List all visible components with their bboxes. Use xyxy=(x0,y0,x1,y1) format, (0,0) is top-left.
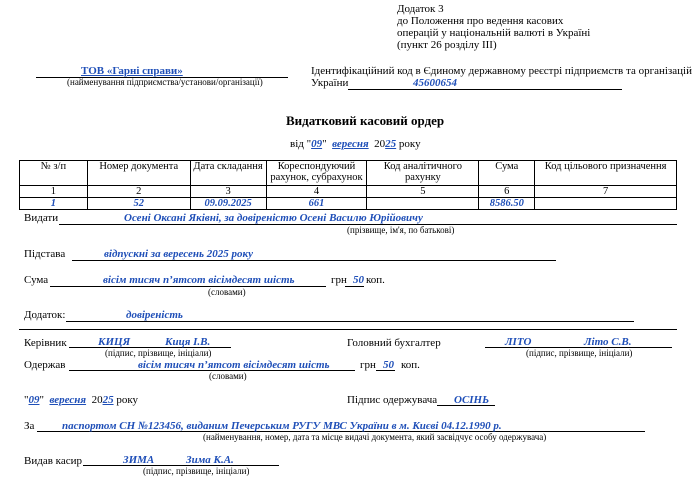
table-number-cell: 4 xyxy=(266,186,367,198)
sum-uah: грн xyxy=(331,274,347,286)
table-cell-purpose xyxy=(535,198,677,210)
org-name: ТОВ «Гарні справи» xyxy=(81,65,183,77)
receipt-year-word: року xyxy=(116,394,139,406)
table-header-cell: Код цільового призначення xyxy=(535,161,677,186)
chief-accountant-label: Головний бухгалтер xyxy=(347,337,441,349)
attachment-line xyxy=(66,321,634,322)
doc-title: Видатковий касовий ордер xyxy=(286,113,445,128)
annex-line-2: операцій у національній валюті в Україні xyxy=(397,27,591,39)
table-header-cell: Кореспондуючий рахунок, субрахунок xyxy=(266,161,367,186)
table-cell-analytic xyxy=(367,198,479,210)
table-number-cell: 2 xyxy=(87,186,190,198)
sum-words: вісім тисяч п’ятсот вісімдесят шість xyxy=(103,274,295,286)
recipient-sign-label: Підпис одержувача xyxy=(347,394,438,406)
doc-month: вересня xyxy=(332,138,369,150)
receipt-year-prefix: 20 xyxy=(91,394,103,406)
table-header-row xyxy=(20,161,677,186)
attachment-value: довіреність xyxy=(126,309,183,321)
table-cell-index: 1 xyxy=(20,198,88,210)
received-kop-value: 50 xyxy=(383,359,394,371)
attachment-label: Додаток: xyxy=(24,309,66,321)
passport-value: паспортом СН №123456, виданим Печерським РУГУ МВС України в м. Києві 04.12.1990 р. xyxy=(62,420,502,432)
table-header-cell: Сума xyxy=(479,161,535,186)
table-cell-amount: 8586.50 xyxy=(479,198,535,210)
doc-year-word: року xyxy=(398,138,421,150)
receipt-quote-close: " xyxy=(39,394,44,406)
table-number-cell: 3 xyxy=(190,186,266,198)
edrpou-line xyxy=(348,89,622,90)
edrpou-label-1: Ідентифікаційний код в Єдиному державному реєстрі підприємств та організацій xyxy=(311,65,692,77)
sum-label: Сума xyxy=(24,274,49,286)
head-label: Керівник xyxy=(24,337,67,349)
table-number-cell: 6 xyxy=(479,186,535,198)
sum-kop: коп. xyxy=(366,274,385,286)
table-header-cell: Дата складання xyxy=(190,161,266,186)
recipient-sign-value: ОСІНЬ xyxy=(454,394,490,406)
doc-date: від "09" вересня 2025 року xyxy=(290,138,421,150)
receipt-quote-open: " xyxy=(24,394,29,406)
doc-day: 09 xyxy=(311,138,323,150)
passport-caption: (найменування, номер, дата та місце видачі документа, який засвідчує особу одержувача) xyxy=(203,432,547,442)
doc-year-suffix: 25 xyxy=(385,138,397,150)
received-kop: коп. xyxy=(401,359,420,371)
table-number-cell: 7 xyxy=(535,186,677,198)
issue-value: Осені Оксані Яківні, за довіреністю Осені Василю Юрійовичу xyxy=(124,212,423,224)
annex-title: Додаток 3 xyxy=(397,3,444,15)
received-caption: (словами) xyxy=(209,371,247,381)
section-divider xyxy=(19,329,677,330)
receipt-year-suffix: 25 xyxy=(102,394,114,406)
receipt-date xyxy=(24,394,138,406)
basis-line xyxy=(72,260,556,261)
received-words: вісім тисяч п’ятсот вісімдесят шість xyxy=(138,359,330,371)
cashier-sign: ЗИМА xyxy=(123,454,155,466)
basis-value: відпускні за вересень 2025 року xyxy=(104,248,253,260)
doc-year-prefix: 20 xyxy=(374,138,386,150)
chief-accountant-caption: (підпис, прізвище, ініціали) xyxy=(526,348,633,358)
sum-kop-value: 50 xyxy=(353,274,364,286)
table-header-cell: Номер документа xyxy=(87,161,190,186)
table-cell-date: 09.09.2025 xyxy=(190,198,266,210)
table-header-cell: № з/п xyxy=(20,161,88,186)
cash-order-table xyxy=(19,160,677,210)
cashier-label: Видав касир xyxy=(24,455,82,467)
received-uah: грн xyxy=(360,359,376,371)
head-sign: КИЦЯ xyxy=(98,336,131,348)
receipt-month: вересня xyxy=(49,394,87,406)
table-header-cell: Код аналітичного рахунку xyxy=(367,161,479,186)
received-label: Одержав xyxy=(24,359,66,371)
edrpou-label-2: України xyxy=(311,77,349,89)
date-quote-open: від " xyxy=(290,138,312,150)
table-row xyxy=(20,198,677,210)
sum-kop-line xyxy=(345,286,364,287)
chief-accountant-sign: ЛІТО xyxy=(505,336,532,348)
cashier-caption: (підпис, прізвище, ініціали) xyxy=(143,466,250,476)
table-cell-doc-number: 52 xyxy=(87,198,190,210)
head-caption: (підпис, прізвище, ініціали) xyxy=(105,348,212,358)
cashier-name: Зима К.А. xyxy=(186,454,234,466)
sum-words-line xyxy=(50,286,326,287)
table-number-cell: 1 xyxy=(20,186,88,198)
head-name: Киця І.В. xyxy=(165,336,211,348)
table-number-row xyxy=(20,186,677,198)
receipt-day: 09 xyxy=(28,394,40,406)
annex-line-3: (пункт 26 розділу ІІІ) xyxy=(397,39,497,51)
chief-accountant-name: Літо С.В. xyxy=(584,336,632,348)
basis-label: Підстава xyxy=(24,248,66,260)
org-caption: (найменування підприємства/установи/організації) xyxy=(67,77,263,87)
edrpou-value: 45600654 xyxy=(413,77,457,89)
annex-line-1: до Положення про ведення касових xyxy=(397,15,564,27)
issue-label: Видати xyxy=(24,212,59,224)
issue-caption: (прізвище, ім'я, по батькові) xyxy=(347,225,455,235)
table-cell-account: 661 xyxy=(266,198,367,210)
sum-caption: (словами) xyxy=(208,287,246,297)
table-number-cell: 5 xyxy=(367,186,479,198)
passport-label: За xyxy=(24,420,35,432)
